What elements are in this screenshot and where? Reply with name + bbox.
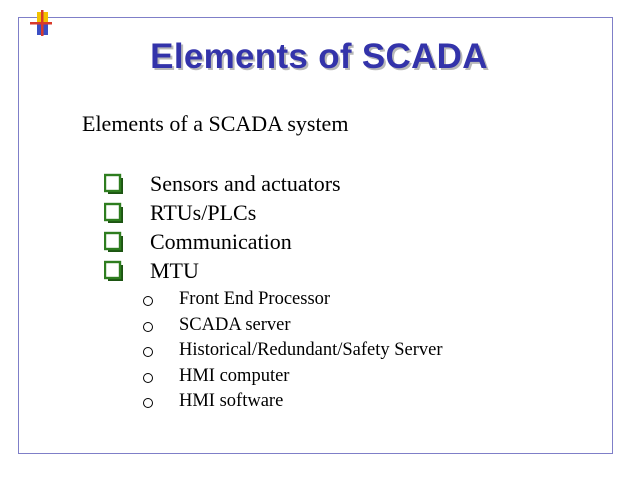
list-item: [104, 198, 341, 227]
circle-bullet-icon: [143, 398, 153, 408]
circle-bullet-icon: [143, 373, 153, 383]
sub-list-item-label: HMI computer: [179, 365, 290, 386]
sub-list-item-label: SCADA server: [179, 314, 291, 335]
list-item-label: RTUs/PLCs: [150, 199, 257, 225]
sub-list-item: [143, 364, 443, 390]
sub-bullet-list: [143, 287, 443, 415]
list-item: [104, 256, 341, 285]
main-bullet-list: [104, 169, 341, 285]
sub-list-item: [143, 389, 443, 415]
sub-list-item: [143, 287, 443, 313]
sub-list-item: [143, 338, 443, 364]
slide-subtitle: Elements of a SCADA system: [82, 111, 349, 136]
sub-list-item-label: Historical/Redundant/Safety Server: [179, 340, 443, 361]
list-item-label: MTU: [150, 257, 199, 283]
corner-logo-icon: [30, 10, 62, 36]
checkbox-square-icon: [104, 202, 124, 224]
list-item: [104, 227, 341, 256]
circle-bullet-icon: [143, 322, 153, 332]
sub-list-item-label: Front End Processor: [179, 289, 331, 310]
list-item-label: Sensors and actuators: [150, 170, 341, 196]
sub-list-item: [143, 313, 443, 339]
checkbox-square-icon: [104, 260, 124, 282]
sub-list-item-label: HMI software: [179, 391, 284, 412]
circle-bullet-icon: [143, 296, 153, 306]
list-item: [104, 169, 341, 198]
circle-bullet-icon: [143, 347, 153, 357]
slide-title: Elements of SCADA: [150, 37, 488, 76]
checkbox-square-icon: [104, 173, 124, 195]
list-item-label: Communication: [150, 228, 292, 254]
checkbox-square-icon: [104, 231, 124, 253]
